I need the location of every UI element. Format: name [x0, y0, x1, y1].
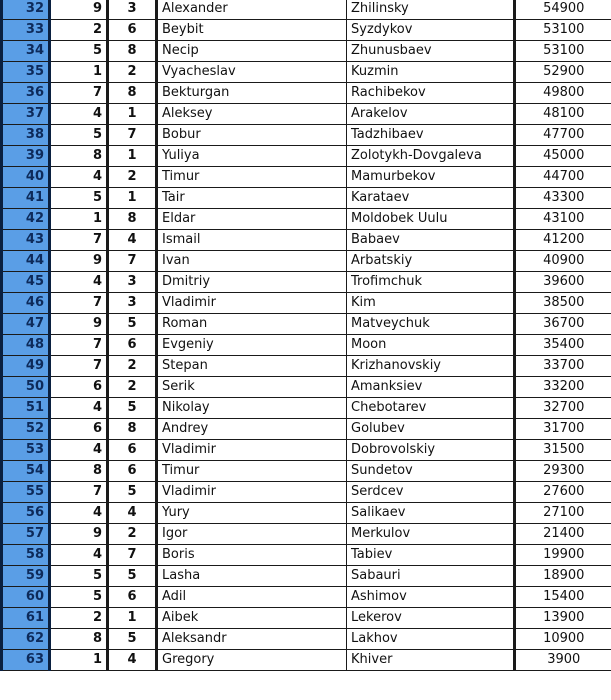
table-row [2, 461, 611, 482]
score-cell[interactable]: 41200 [515, 230, 611, 251]
table-row [2, 356, 611, 377]
last-name-cell[interactable]: Zhunusbaev [347, 41, 515, 62]
table-row [2, 419, 611, 440]
value-b-cell[interactable]: 6 [108, 587, 157, 608]
value-a-cell[interactable]: 4 [50, 104, 108, 125]
value-b-cell[interactable]: 1 [108, 188, 157, 209]
table-row [2, 62, 611, 83]
score-cell[interactable]: 27600 [515, 482, 611, 503]
rank-cell[interactable]: 43 [2, 230, 50, 251]
rank-cell[interactable]: 41 [2, 188, 50, 209]
value-a-cell[interactable]: 4 [50, 545, 108, 566]
value-b-cell[interactable]: 1 [108, 608, 157, 629]
rank-cell[interactable]: 62 [2, 629, 50, 650]
value-a-cell[interactable]: 7 [50, 482, 108, 503]
value-b-cell[interactable]: 3 [108, 0, 157, 20]
first-name-cell[interactable]: Igor [157, 524, 347, 545]
value-a-cell[interactable]: 7 [50, 356, 108, 377]
value-a-cell[interactable]: 6 [50, 377, 108, 398]
value-b-cell[interactable]: 3 [108, 272, 157, 293]
score-cell[interactable]: 53100 [515, 41, 611, 62]
first-name-cell[interactable]: Boris [157, 545, 347, 566]
table-row [2, 167, 611, 188]
rankings-table-body [2, 0, 611, 671]
table-row [2, 104, 611, 125]
score-cell[interactable]: 54900 [515, 0, 611, 20]
last-name-cell[interactable]: Kuzmin [347, 62, 515, 83]
table-row [2, 503, 611, 524]
last-name-cell[interactable]: Lekerov [347, 608, 515, 629]
value-b-cell[interactable]: 7 [108, 545, 157, 566]
value-b-cell[interactable]: 5 [108, 314, 157, 335]
score-cell[interactable]: 33700 [515, 356, 611, 377]
last-name-cell[interactable]: Sundetov [347, 461, 515, 482]
table-row [2, 566, 611, 587]
table-row [2, 293, 611, 314]
score-cell[interactable]: 13900 [515, 608, 611, 629]
first-name-cell[interactable]: Vladimir [157, 440, 347, 461]
table-row [2, 209, 611, 230]
value-b-cell[interactable]: 6 [108, 440, 157, 461]
value-a-cell[interactable]: 1 [50, 62, 108, 83]
rank-cell[interactable]: 42 [2, 209, 50, 230]
value-a-cell[interactable]: 5 [50, 125, 108, 146]
value-a-cell[interactable]: 9 [50, 251, 108, 272]
score-cell[interactable]: 19900 [515, 545, 611, 566]
rank-cell[interactable]: 46 [2, 293, 50, 314]
value-a-cell[interactable]: 1 [50, 209, 108, 230]
table-row [2, 188, 611, 209]
value-a-cell[interactable]: 5 [50, 41, 108, 62]
table-row [2, 377, 611, 398]
value-b-cell[interactable]: 4 [108, 503, 157, 524]
value-b-cell[interactable]: 4 [108, 650, 157, 671]
rank-cell[interactable]: 57 [2, 524, 50, 545]
first-name-cell[interactable]: Yury [157, 503, 347, 524]
value-b-cell[interactable]: 3 [108, 293, 157, 314]
last-name-cell[interactable]: Chebotarev [347, 398, 515, 419]
first-name-cell[interactable]: Vyacheslav [157, 62, 347, 83]
last-name-cell[interactable]: Ashimov [347, 587, 515, 608]
last-name-cell[interactable]: Arbatskiy [347, 251, 515, 272]
value-a-cell[interactable]: 1 [50, 650, 108, 671]
first-name-cell[interactable]: Gregory [157, 650, 347, 671]
score-cell[interactable]: 43300 [515, 188, 611, 209]
last-name-cell[interactable]: Babaev [347, 230, 515, 251]
rank-cell[interactable]: 61 [2, 608, 50, 629]
score-cell[interactable]: 52900 [515, 62, 611, 83]
value-a-cell[interactable]: 2 [50, 608, 108, 629]
value-a-cell[interactable]: 4 [50, 440, 108, 461]
score-cell[interactable]: 29300 [515, 461, 611, 482]
first-name-cell[interactable]: Vladimir [157, 293, 347, 314]
first-name-cell[interactable]: Dmitriy [157, 272, 347, 293]
value-a-cell[interactable]: 7 [50, 293, 108, 314]
rank-cell[interactable]: 55 [2, 482, 50, 503]
rank-cell[interactable]: 32 [2, 0, 50, 20]
rank-cell[interactable]: 49 [2, 356, 50, 377]
last-name-cell[interactable]: Trofimchuk [347, 272, 515, 293]
value-b-cell[interactable]: 5 [108, 629, 157, 650]
value-b-cell[interactable]: 2 [108, 167, 157, 188]
last-name-cell[interactable]: Serdcev [347, 482, 515, 503]
value-a-cell[interactable]: 4 [50, 503, 108, 524]
last-name-cell[interactable]: Golubev [347, 419, 515, 440]
score-cell[interactable]: 35400 [515, 335, 611, 356]
score-cell[interactable]: 31700 [515, 419, 611, 440]
score-cell[interactable]: 43100 [515, 209, 611, 230]
value-b-cell[interactable]: 2 [108, 356, 157, 377]
first-name-cell[interactable]: Adil [157, 587, 347, 608]
rank-cell[interactable]: 34 [2, 41, 50, 62]
value-a-cell[interactable]: 5 [50, 566, 108, 587]
score-cell[interactable]: 36700 [515, 314, 611, 335]
first-name-cell[interactable]: Necip [157, 41, 347, 62]
first-name-cell[interactable]: Beybit [157, 20, 347, 41]
value-b-cell[interactable]: 4 [108, 230, 157, 251]
first-name-cell[interactable]: Aibek [157, 608, 347, 629]
rank-cell[interactable]: 45 [2, 272, 50, 293]
rank-cell[interactable]: 52 [2, 419, 50, 440]
first-name-cell[interactable]: Alexander [157, 0, 347, 20]
last-name-cell[interactable]: Moon [347, 335, 515, 356]
table-row [2, 545, 611, 566]
score-cell[interactable]: 49800 [515, 83, 611, 104]
score-cell[interactable]: 45000 [515, 146, 611, 167]
table-row [2, 41, 611, 62]
value-b-cell[interactable]: 6 [108, 461, 157, 482]
value-b-cell[interactable]: 5 [108, 482, 157, 503]
value-a-cell[interactable]: 2 [50, 20, 108, 41]
value-a-cell[interactable]: 4 [50, 167, 108, 188]
value-a-cell[interactable]: 5 [50, 587, 108, 608]
last-name-cell[interactable]: Krizhanovskiy [347, 356, 515, 377]
table-row [2, 20, 611, 41]
last-name-cell[interactable]: Lakhov [347, 629, 515, 650]
first-name-cell[interactable]: Ismail [157, 230, 347, 251]
rank-cell[interactable]: 39 [2, 146, 50, 167]
table-row [2, 587, 611, 608]
rank-cell[interactable]: 47 [2, 314, 50, 335]
first-name-cell[interactable]: Eldar [157, 209, 347, 230]
table-row [2, 230, 611, 251]
first-name-cell[interactable]: Tair [157, 188, 347, 209]
last-name-cell[interactable]: Amanksiev [347, 377, 515, 398]
value-b-cell[interactable]: 6 [108, 20, 157, 41]
value-a-cell[interactable]: 8 [50, 146, 108, 167]
score-cell[interactable]: 3900 [515, 650, 611, 671]
last-name-cell[interactable]: Syzdykov [347, 20, 515, 41]
value-b-cell[interactable]: 2 [108, 62, 157, 83]
value-b-cell[interactable]: 2 [108, 524, 157, 545]
table-row [2, 524, 611, 545]
first-name-cell[interactable]: Ivan [157, 251, 347, 272]
last-name-cell[interactable]: Khiver [347, 650, 515, 671]
first-name-cell[interactable]: Roman [157, 314, 347, 335]
last-name-cell[interactable]: Sabauri [347, 566, 515, 587]
score-cell[interactable]: 27100 [515, 503, 611, 524]
score-cell[interactable]: 40900 [515, 251, 611, 272]
score-cell[interactable]: 21400 [515, 524, 611, 545]
value-b-cell[interactable]: 8 [108, 209, 157, 230]
rank-cell[interactable]: 54 [2, 461, 50, 482]
first-name-cell[interactable]: Nikolay [157, 398, 347, 419]
last-name-cell[interactable]: Karataev [347, 188, 515, 209]
table-row [2, 146, 611, 167]
score-cell[interactable]: 48100 [515, 104, 611, 125]
score-cell[interactable]: 53100 [515, 20, 611, 41]
rank-cell[interactable]: 59 [2, 566, 50, 587]
value-b-cell[interactable]: 8 [108, 41, 157, 62]
value-a-cell[interactable]: 6 [50, 419, 108, 440]
last-name-cell[interactable]: Zolotykh-Dovgaleva [347, 146, 515, 167]
score-cell[interactable]: 44700 [515, 167, 611, 188]
value-a-cell[interactable]: 4 [50, 272, 108, 293]
score-cell[interactable]: 15400 [515, 587, 611, 608]
table-row [2, 314, 611, 335]
value-a-cell[interactable]: 9 [50, 524, 108, 545]
table-row [2, 0, 611, 20]
table-row [2, 335, 611, 356]
value-b-cell[interactable]: 7 [108, 125, 157, 146]
score-cell[interactable]: 31500 [515, 440, 611, 461]
score-cell[interactable]: 47700 [515, 125, 611, 146]
rank-cell[interactable]: 33 [2, 20, 50, 41]
value-b-cell[interactable]: 2 [108, 377, 157, 398]
last-name-cell[interactable]: Tabiev [347, 545, 515, 566]
table-row [2, 440, 611, 461]
table-row [2, 83, 611, 104]
table-row [2, 398, 611, 419]
first-name-cell[interactable]: Timur [157, 461, 347, 482]
first-name-cell[interactable]: Lasha [157, 566, 347, 587]
value-a-cell[interactable]: 4 [50, 398, 108, 419]
rank-cell[interactable]: 48 [2, 335, 50, 356]
value-a-cell[interactable]: 7 [50, 83, 108, 104]
rank-cell[interactable]: 38 [2, 125, 50, 146]
rank-cell[interactable]: 56 [2, 503, 50, 524]
rank-cell[interactable]: 50 [2, 377, 50, 398]
value-b-cell[interactable]: 5 [108, 398, 157, 419]
rank-cell[interactable]: 40 [2, 167, 50, 188]
value-a-cell[interactable]: 7 [50, 335, 108, 356]
score-cell[interactable]: 33200 [515, 377, 611, 398]
score-cell[interactable]: 39600 [515, 272, 611, 293]
table-row [2, 629, 611, 650]
value-b-cell[interactable]: 1 [108, 146, 157, 167]
first-name-cell[interactable]: Serik [157, 377, 347, 398]
last-name-cell[interactable]: Moldobek Uulu [347, 209, 515, 230]
score-cell[interactable]: 10900 [515, 629, 611, 650]
first-name-cell[interactable]: Stepan [157, 356, 347, 377]
rank-cell[interactable]: 63 [2, 650, 50, 671]
value-b-cell[interactable]: 8 [108, 419, 157, 440]
rank-cell[interactable]: 51 [2, 398, 50, 419]
first-name-cell[interactable]: Vladimir [157, 482, 347, 503]
rank-cell[interactable]: 53 [2, 440, 50, 461]
value-a-cell[interactable]: 5 [50, 188, 108, 209]
last-name-cell[interactable]: Kim [347, 293, 515, 314]
score-cell[interactable]: 32700 [515, 398, 611, 419]
first-name-cell[interactable]: Evgeniy [157, 335, 347, 356]
last-name-cell[interactable]: Dobrovolskiy [347, 440, 515, 461]
table-row [2, 650, 611, 671]
last-name-cell[interactable]: Rachibekov [347, 83, 515, 104]
value-a-cell[interactable]: 9 [50, 314, 108, 335]
table-row [2, 608, 611, 629]
value-b-cell[interactable]: 6 [108, 335, 157, 356]
first-name-cell[interactable]: Aleksey [157, 104, 347, 125]
value-a-cell[interactable]: 7 [50, 230, 108, 251]
first-name-cell[interactable]: Bobur [157, 125, 347, 146]
first-name-cell[interactable]: Andrey [157, 419, 347, 440]
first-name-cell[interactable]: Timur [157, 167, 347, 188]
rank-cell[interactable]: 35 [2, 62, 50, 83]
rank-cell[interactable]: 60 [2, 587, 50, 608]
value-b-cell[interactable]: 7 [108, 251, 157, 272]
table-row [2, 251, 611, 272]
first-name-cell[interactable]: Aleksandr [157, 629, 347, 650]
score-cell[interactable]: 18900 [515, 566, 611, 587]
rank-cell[interactable]: 58 [2, 545, 50, 566]
value-b-cell[interactable]: 5 [108, 566, 157, 587]
value-a-cell[interactable]: 8 [50, 461, 108, 482]
rank-cell[interactable]: 36 [2, 83, 50, 104]
score-cell[interactable]: 38500 [515, 293, 611, 314]
rank-cell[interactable]: 37 [2, 104, 50, 125]
last-name-cell[interactable]: Mamurbekov [347, 167, 515, 188]
value-b-cell[interactable]: 1 [108, 104, 157, 125]
last-name-cell[interactable]: Merkulov [347, 524, 515, 545]
last-name-cell[interactable]: Tadzhibaev [347, 125, 515, 146]
last-name-cell[interactable]: Arakelov [347, 104, 515, 125]
first-name-cell[interactable]: Yuliya [157, 146, 347, 167]
value-b-cell[interactable]: 8 [108, 83, 157, 104]
last-name-cell[interactable]: Matveychuk [347, 314, 515, 335]
value-a-cell[interactable]: 8 [50, 629, 108, 650]
table-row [2, 482, 611, 503]
rank-cell[interactable]: 44 [2, 251, 50, 272]
last-name-cell[interactable]: Zhilinsky [347, 0, 515, 20]
first-name-cell[interactable]: Bekturgan [157, 83, 347, 104]
table-row [2, 272, 611, 293]
value-a-cell[interactable]: 9 [50, 0, 108, 20]
table-row [2, 125, 611, 146]
last-name-cell[interactable]: Salikaev [347, 503, 515, 524]
